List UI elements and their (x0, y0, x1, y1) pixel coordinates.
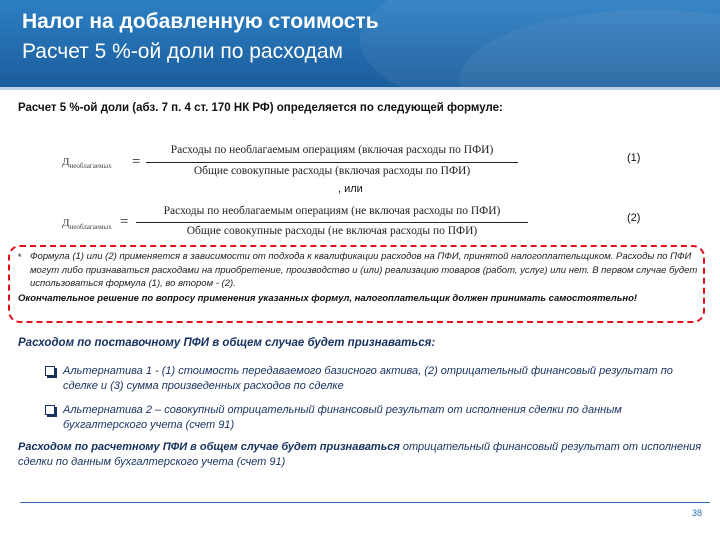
list-item-text: Альтернатива 1 - (1) стоимость передаваемого базисного актива, (2) отрицательный финансовый результат по сделке и (3) сумма произведенных расходов по сделке (63, 365, 673, 392)
footnote-text: Формула (1) или (2) применяется в зависимости от подхода к квалификации расходов на ПФИ, принятой налогоплательщиком. Расходы по ПФИ могут либо признаваться расходами на приобретение, производство и (или) реализацию товаров (работ, услуг) или нет. В первом случае будет использоваться формула (1), во втором - (2). (30, 251, 698, 289)
formula-2-denominator: Общие совокупные расходы (не включая расходы по ПФИ) (186, 225, 478, 237)
formula-2-number: (2) (627, 212, 641, 224)
checkbox-bullet-icon (45, 366, 55, 376)
intro-text: Расчет 5 %-ой доли (абз. 7 п. 4 ст. 170 НК РФ) определяется по следующей формуле: (18, 102, 503, 114)
checkbox-bullet-icon (45, 405, 55, 415)
title-banner (0, 0, 720, 87)
formula-1-fraction-line (146, 162, 518, 163)
formula-1-denominator: Общие совокупные расходы (включая расходы по ПФИ) (193, 165, 471, 177)
formula-1-equals: = (132, 154, 141, 170)
bullet-list (45, 403, 705, 432)
footer-divider (20, 502, 710, 503)
formula-2-equals: = (120, 214, 129, 230)
page-number: 38 (691, 508, 702, 518)
page-subtitle: Расчет 5 %-ой доли по расходам (22, 40, 343, 63)
conclusion-bold: Расходом по расчетному ПФИ в общем случае будет признаваться (18, 441, 400, 453)
header-divider (0, 87, 720, 90)
formula-1-numerator: Расходы по необлагаемым операциям (включая расходы по ПФИ) (170, 144, 494, 156)
footnote-marker: * (18, 252, 22, 262)
or-label: , или (338, 183, 363, 195)
conclusion-rest: отрицательный финансовый результат от исполнения сделки по данным бухгалтерского учета (счет 91) (18, 441, 702, 468)
formula-1-lhs: $Д_{необлагаемых}$ (62, 156, 112, 171)
formula-2-lhs: $Д_{необлагаемых}$ (62, 217, 112, 232)
formula-2-numerator: Расходы по необлагаемым операциям (не включая расходы по ПФИ) (163, 205, 501, 217)
bullet-list (45, 364, 705, 393)
list-item-text: Альтернатива 2 – совокупный отрицательный финансовый результат от исполнения сделки по данным бухгалтерского учета (счет 91) (63, 404, 622, 431)
formula-2-fraction-line (136, 222, 528, 223)
list-item (45, 364, 705, 393)
formula-1-number: (1) (627, 152, 641, 164)
section-heading: Расходом по поставочному ПФИ в общем случае будет признаваться: (18, 337, 436, 349)
list-item (45, 403, 705, 432)
page-title: Налог на добавленную стоимость (22, 10, 379, 33)
conclusion-paragraph (18, 440, 708, 470)
footnote-conclusion: Окончательное решение по вопросу применения указанных формул, налогоплательщик должен принимать самостоятельно! (18, 293, 638, 304)
